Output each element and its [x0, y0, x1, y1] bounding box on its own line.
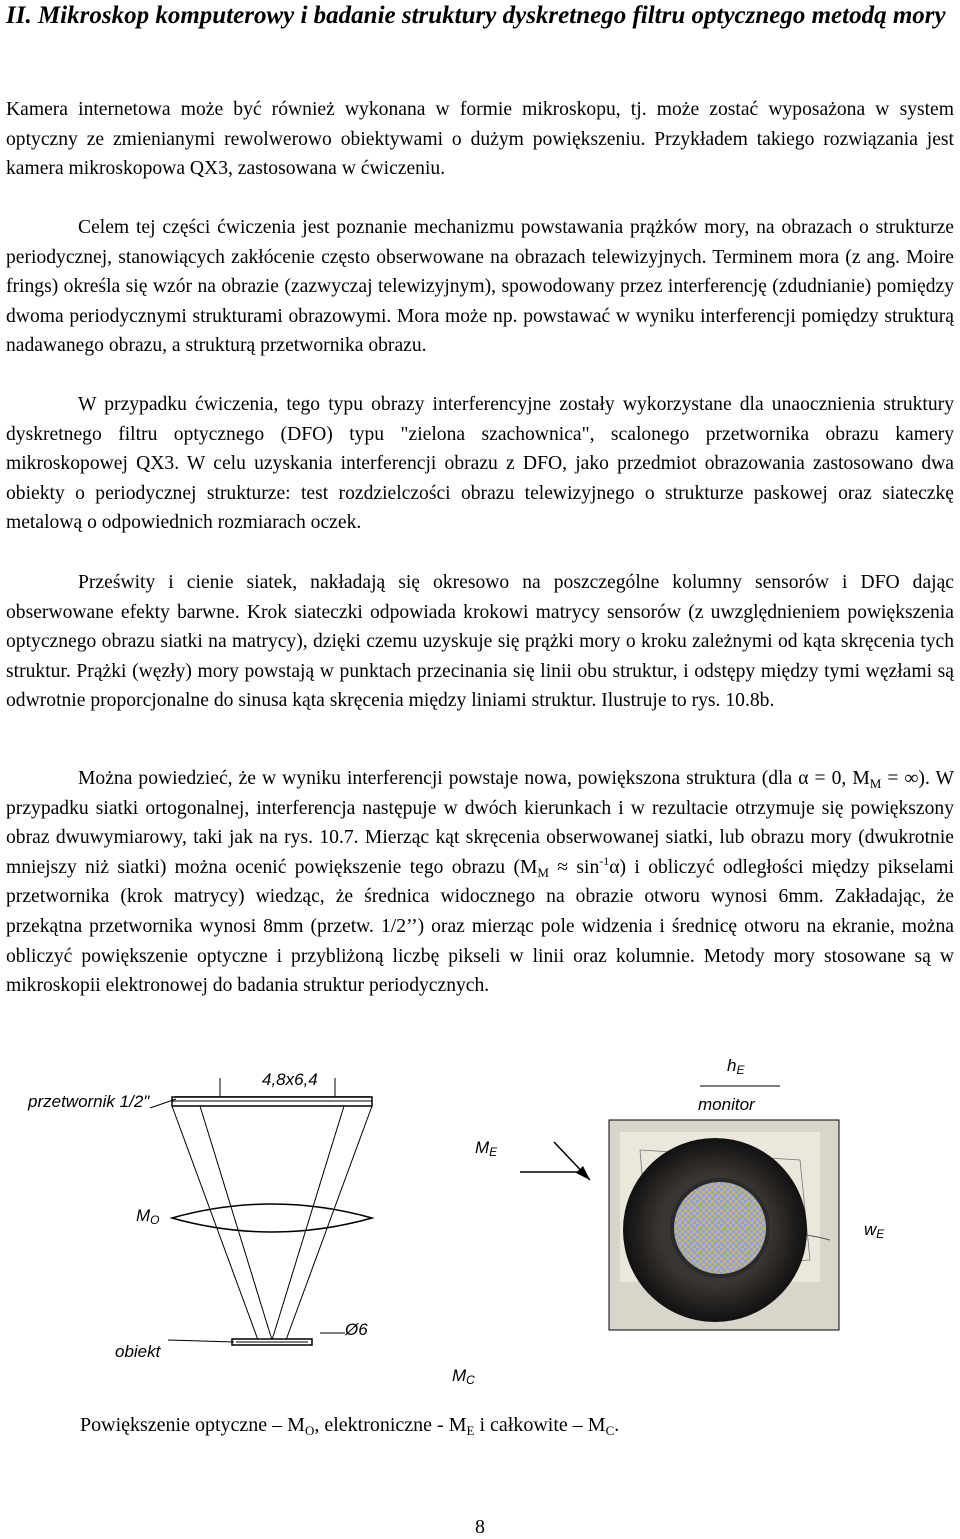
monitor-label: monitor	[698, 1095, 755, 1114]
total-magnification-label: $M_C$	[452, 1366, 475, 1387]
lens	[172, 1204, 372, 1232]
paragraph-magnification: Można powiedzieć, że w wyniku interferencji powstaje nowa, powiększona struktura (dla α = 0, $M_M$ = ∞). W przypadku siatki ortogonalnej, interferencja następuje w dwóch kierunkach i w rezultacie otrzymuje się powiększony obraz dwuwymiarowy, taki jak na rys. 10.7. Mierząc kąt skręcenia obserwowanej siatki, lub obrazu mory (dwukrotnie mniejszy niż siatki) można ocenić powiększenie tego obrazu $(M_M \approx \sin^{-1}\alpha)$ i obliczyć odległości między pikselami przetwornika (krok matrycy) wiedząc, że średnica widocznego na obrazie otworu wynosi 6mm. Zakładając, że przekątna przetwornika wynosi 8mm (przetw. 1/2’’) oraz mierząc pole widzenia i średnicę otworu na ekranie, można obliczyć powiększenie optyczne i przybliżoną liczbę pikseli w linii oraz kolumnie. Metody mory stosowane są w mikroskopii elektronowej do badania struktur periodycznych.	[6, 768, 955, 997]
optical-diagram	[0, 1050, 960, 1390]
object-label: obiekt	[115, 1342, 161, 1361]
monitor-screen	[609, 1120, 839, 1330]
screen-width-label: $w_E$	[864, 1220, 885, 1241]
paragraph-purpose: Celem tej części ćwiczenia jest poznanie mechanizmu powstawania prążków mory, na obrazach o strukturze periodycznej, stanowiących zakłócenie często obserwowane na obrazach telewizyjnych. Terminem mora (z ang. Moire frings) określa się wzór na obrazie (zazwyczaj telewizyjnym), spowodowany przez interferencję (zdudnianie) pomiędzy dwoma periodycznymi strukturami obrazowymi. Mora może np. powstawać w wyniku interferencji pomiędzy strukturą nadawanego obrazu, a strukturą przetwornika obrazu.	[6, 217, 954, 357]
paragraph-intro: Kamera internetowa może być również wykonana w formie mikroskopu, tj. może zostać wyposażona w system optyczny ze zmienianymi rewolwerowo obiektywami o dużym powiększeniu. Przykładem takiego rozwiązania jest kamera mikroskopowa QX3, zastosowana w ćwiczeniu.	[6, 99, 954, 180]
object-pointer	[168, 1340, 234, 1342]
sensor-size-label: 4,8x6,4	[262, 1070, 318, 1089]
signal-arrow	[520, 1142, 590, 1180]
object-plate	[232, 1339, 312, 1345]
sensor-plate	[172, 1097, 372, 1106]
electronic-magnification-label: $M_E$	[475, 1138, 498, 1159]
page-number: 8	[475, 1516, 485, 1538]
paragraph-mesh: Prześwity i cienie siatek, nakładają się okresowo na poszczególne kolumny sensorów i DFO dając obserwowane efekty barwne. Krok siateczki odpowiada krokowi matrycy sensorów (z uwzględnieniem powiększenia optycznego obrazu siatki na matrycy), dzięki czemu uzyskuje się prążki mory o kroku zależnymi od kąta skręcenia tych struktur. Prążki (węzły) mory powstają w punktach przecinania się linii obu struktur, i odstępy między tymi węzłami są odwrotnie proporcjonalne do sinusa kąta skręcenia między liniami struktur. Ilustruje to rys. 10.8b.	[6, 572, 954, 712]
optical-magnification-label: $M_O$	[136, 1206, 160, 1227]
figure-caption: Powiększenie optyczne – $M_O$, elektroniczne - $M_E$ i całkowite – $M_C$.	[80, 1414, 620, 1438]
paragraph-exercise: W przypadku ćwiczenia, tego typu obrazy interferencyjne zostały wykorzystane dla unaocznienia struktury dyskretnego filtru optycznego (DFO) typu "zielona szachownica", scalonego przetwornika obrazu kamery mikroskopowej QX3. W celu uzyskania interferencji obrazu z DFO, jako przedmiot obrazowania zastosowano dwa obiekty o periodycznej strukturze: test rozdzielczości obrazu telewizyjnego o strukturze paskowej oraz siateczkę metalową o odpowiednich rozmiarach oczek.	[6, 394, 954, 534]
screen-height-label: $h_E$	[727, 1056, 745, 1077]
converter-label: przetwornik 1/2"	[28, 1092, 150, 1111]
diameter-label: Ø6	[345, 1320, 368, 1339]
section-heading: II. Mikroskop komputerowy i badanie struktury dyskretnego filtru optycznego metodą mory	[6, 2, 946, 29]
